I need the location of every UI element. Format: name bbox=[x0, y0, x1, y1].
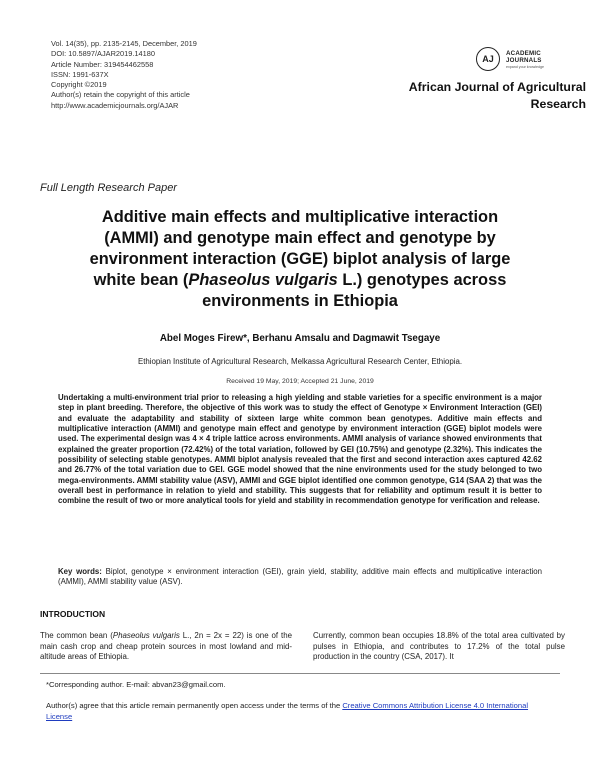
footnote bbox=[40, 673, 560, 724]
intro-left-column: The common bean (Phaseolus vulgaris L., 2n = 2x = 22) is one of the main cash crop and cheap protein sources in most lowland and mid-altitude areas of Ethiopia. bbox=[40, 631, 292, 662]
journal-url: http://www.academicjournals.org/AJAR bbox=[51, 100, 179, 110]
volume-line: Vol. 14(35), pp. 2135-2145, December, 2019 bbox=[51, 39, 197, 48]
received-dates: Received 19 May, 2019; Accepted 21 June, 2019 bbox=[226, 378, 374, 385]
introduction-heading: INTRODUCTION bbox=[40, 609, 106, 619]
issn-line: ISSN: 1991-637X bbox=[51, 69, 109, 79]
article-number-line: Article Number: 319454462558 bbox=[51, 59, 154, 69]
intro-right-column: Currently, common bean occupies 18.8% of the total area cultivated by pulses in Ethiopia, and contributes to 17.2% of the total pulse production in the country (CSA, 2017). It bbox=[313, 631, 565, 662]
copyright-line: Copyright ©2019 bbox=[51, 80, 107, 90]
keywords-label: Key words: bbox=[58, 567, 102, 576]
authors: Abel Moges Firew*, Berhanu Amsalu and Dagmawit Tsegaye bbox=[159, 333, 441, 344]
corresponding-author: *Corresponding author. E-mail: abvan23@gmail.com. bbox=[46, 680, 226, 689]
affiliation: Ethiopian Institute of Agricultural Research, Melkassa Agricultural Research Center, Ethiopia. bbox=[137, 357, 463, 366]
logo-name: ACADEMIC JOURNALS bbox=[506, 50, 542, 64]
journal-title: African Journal of Agricultural Research bbox=[408, 80, 586, 111]
species-name: Phaseolus vulgaris bbox=[188, 271, 338, 289]
paper-type: Full Length Research Paper bbox=[40, 182, 177, 194]
article-metadata bbox=[51, 39, 291, 111]
aj-logo-icon: AJ bbox=[476, 47, 500, 71]
paper-title: Additive main effects and multiplicative interaction (AMMI) and genotype main effect and genotype by environment interaction (GGE) biplot analysis of large white bean (Phaseolus vulgaris L.) genotypes across environments in Ethiopia bbox=[89, 208, 511, 310]
keywords bbox=[58, 567, 542, 588]
academic-journals-logo bbox=[476, 47, 586, 73]
abstract: Undertaking a multi-environment trial prior to releasing a high yielding and stable varieties for a specific environment is a major step in plant breeding. Therefore, the objective of this work was to study the effect of Genotype × Environment Interaction (GEI) and evaluate the adaptability and stability of sixteen large white common bean genotypes. Additive main effects and multiplicative interaction (AMMI) and genotype main effect and genotype by environment interaction (GGE) biplot models were used. The experimental design was 4 × 4 triple lattice across environments. AMMI analysis of variance showed environments that explained the greater proportion (72.42%) of the total variation, followed by GEI (10.75%) and genotype (2.32%). This indicates the possibility of selecting stable genotypes. AMMI biplot analysis revealed that the first and second interaction axes captured 42.62 and 26.77% of the total variation due to GEI. GGE model showed that the nine environments used for the study belonged to two mega-environments. AMMI stability value (ASV), AMMI and GGE biplot identified one common genotype, G14 (SAA 2) that was the overall best in performance in relation to yield and stability. This suggests that for reliability and optimum result it is better to combine the result of two or more analytical tools for yield and stability in recommendation genotype for verification and release. bbox=[58, 393, 542, 506]
logo-tagline: expand your knowledge bbox=[506, 65, 544, 69]
doi-line: DOI: 10.5897/AJAR2019.14180 bbox=[51, 49, 155, 59]
license-link[interactable]: Creative Commons Attribution License 4.0 International License bbox=[46, 701, 529, 721]
rights-line: Author(s) retain the copyright of this article bbox=[51, 90, 190, 100]
keywords-text: Biplot, genotype × environment interaction (GEI), grain yield, stability, additive main effects and multiplicative interaction (AMMI), AMMI stability value (ASV). bbox=[58, 567, 543, 587]
license-notice: Author(s) agree that this article remain permanently open access under the terms of the Creative Commons Attribution License 4.0 International License bbox=[46, 701, 529, 721]
